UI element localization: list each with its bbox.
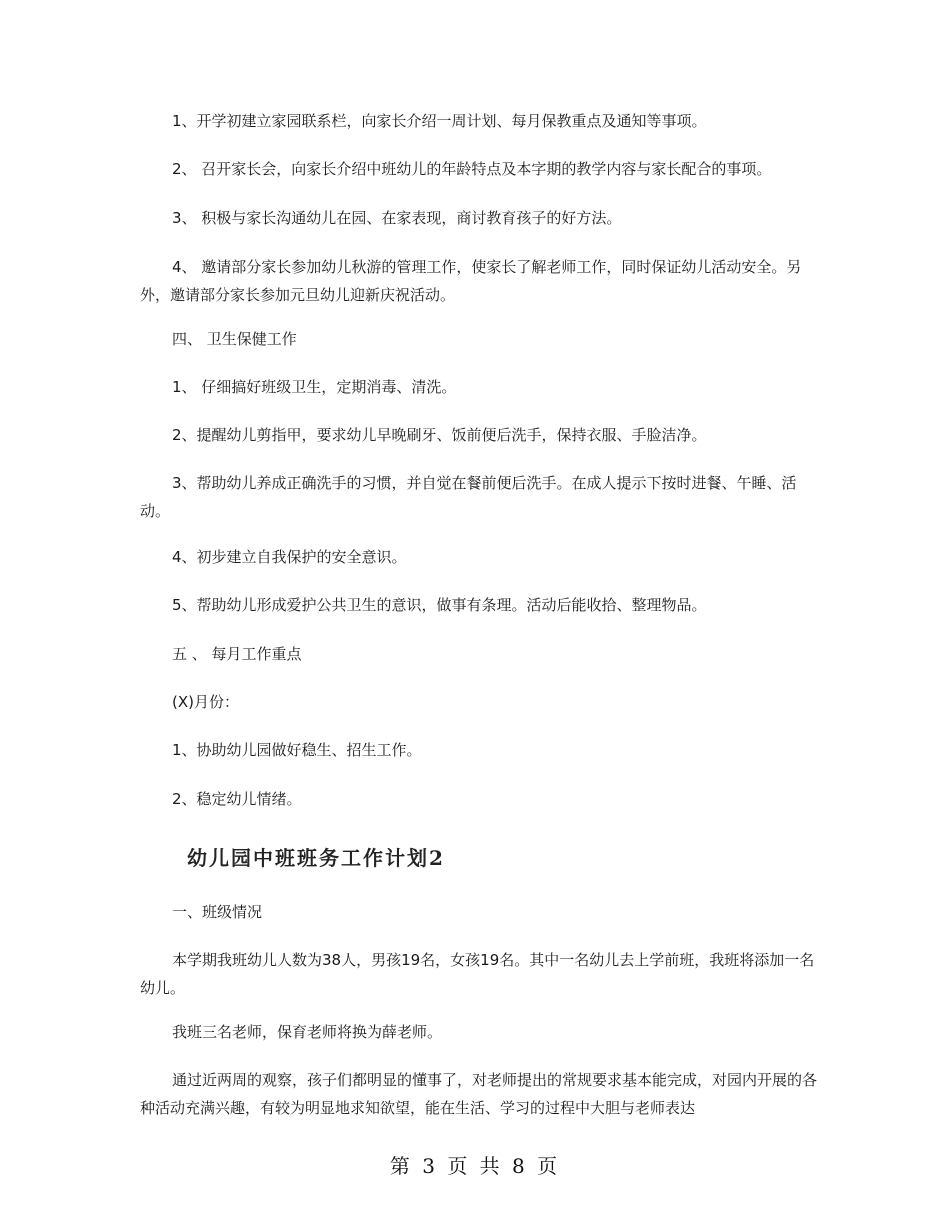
paragraph-8: 4、初步建立自我保护的安全意识。	[172, 548, 407, 566]
paragraph-7: 3、帮助幼儿养成正确洗手的习惯，并自觉在餐前便后洗手。在成人提示下按时进餐、午睡、活动。	[140, 474, 797, 520]
document-heading: 幼儿园中班班务工作计划2	[187, 846, 445, 870]
paragraph-4: 4、 邀请部分家长参加幼儿秋游的管理工作，使家长了解老师工作，同时保证幼儿活动安全。另外，邀请部分家长参加元旦幼儿迎新庆祝活动。	[140, 258, 802, 304]
section-heading-monthly: 五 、 每月工作重点	[172, 645, 302, 663]
paragraph-6: 2、提醒幼儿剪指甲，要求幼儿早晚刷牙、饭前便后洗手，保持衣服、手脸洁净。	[172, 426, 707, 444]
paragraph-2: 2、 召开家长会，向家长介绍中班幼儿的年龄特点及本字期的教学内容与家长配合的事项。	[172, 160, 772, 178]
paragraph-9: 5、帮助幼儿形成爱护公共卫生的意识，做事有条理。活动后能收拾、整理物品。	[172, 596, 707, 614]
paragraph-11: 2、稳定幼儿情绪。	[172, 790, 302, 808]
section-heading-hygiene: 四、 卫生保健工作	[172, 330, 297, 348]
paragraph-month: (X)月份：	[172, 693, 239, 711]
paragraph-12: 本学期我班幼儿人数为38人，男孩19名，女孩19名。其中一名幼儿去上学前班，我班将添加一名幼儿。	[140, 951, 815, 997]
paragraph-3: 3、 积极与家长沟通幼儿在园、在家表现，商讨教育孩子的好方法。	[172, 209, 622, 227]
paragraph-5: 1、 仔细搞好班级卫生，定期消毒、清洗。	[172, 378, 457, 396]
paragraph-1: 1、开学初建立家园联系栏，向家长介绍一周计划、每月保教重点及通知等事项。	[172, 112, 707, 130]
paragraph-10: 1、协助幼儿园做好稳生、招生工作。	[172, 741, 422, 759]
page-footer: 第 3 页 共 8 页	[389, 1154, 561, 1178]
paragraph-14: 通过近两周的观察，孩子们都明显的懂事了，对老师提出的常规要求基本能完成，对园内开展的各种活动充满兴趣，有较为明显地求知欲望，能在生活、学习的过程中大胆与老师表达	[140, 1071, 818, 1117]
section-heading-class: 一、班级情况	[172, 903, 263, 921]
paragraph-13: 我班三名老师，保育老师将换为薛老师。	[172, 1023, 443, 1041]
